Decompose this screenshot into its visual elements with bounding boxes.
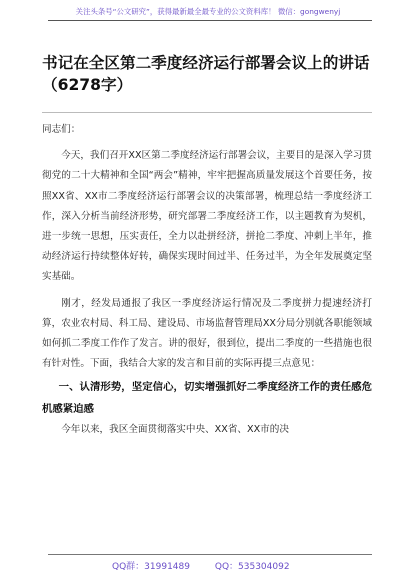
document-title: 书记在全区第二季度经济运行部署会议上的讲话（6278字） [42, 54, 370, 94]
document-body [42, 120, 372, 441]
greeting: 同志们： [42, 124, 81, 135]
footer-qq: QQ：535304092 [214, 562, 290, 572]
header-banner: 关注头条号“公文研究”，获得最新最全最专业的公文资料库！ 微信：gongwenyj [75, 7, 341, 16]
paragraph-3: 今年以来，我区全面贯彻落实中央、XX省、XX市的决 [61, 424, 289, 436]
title-divider [42, 112, 372, 113]
header-divider [48, 20, 372, 21]
section-heading-1: 一、认清形势，坚定信心，切实增强抓好二季度经济工作的责任感危机感紧迫感 [42, 381, 372, 416]
footer-qq-group: QQ群：31991489 [112, 562, 190, 572]
paragraph-2: 刚才，经发局通报了我区一季度经济运行情况及二季度拼力提速经济打算，农业农村局、科工局、建设局、市场监督管理局XX分局分别就各职能领域如何抓二季度工作作了发言。讲的很好，很到位，提出二季度的一些措施也很有针对性。下面，我结合大家的发言和目前的实际再提三点意见： [42, 297, 372, 370]
footer [112, 559, 312, 572]
paragraph-1: 今天，我们召开XX区第二季度经济运行部署会议，主要目的是深入学习贯彻党的二十大精神和全国“两会”精神，牢牢把握高质量发展这个首要任务，按照XX省、XX市二季度经济运行部署会议的决策部署，梳理总结一季度经济工作，深入分析当前经济形势，研究部署二季度经济工作，以主题教育为契机，进一步统一思想，压实责任，全力以赴拼经济，拼抢二季度、冲刺上半年，推动经济运行持续整体好转，确保实现时间过半、任务过半，为全年发展奠定坚实基础。 [42, 150, 372, 283]
footer-divider [48, 554, 372, 555]
